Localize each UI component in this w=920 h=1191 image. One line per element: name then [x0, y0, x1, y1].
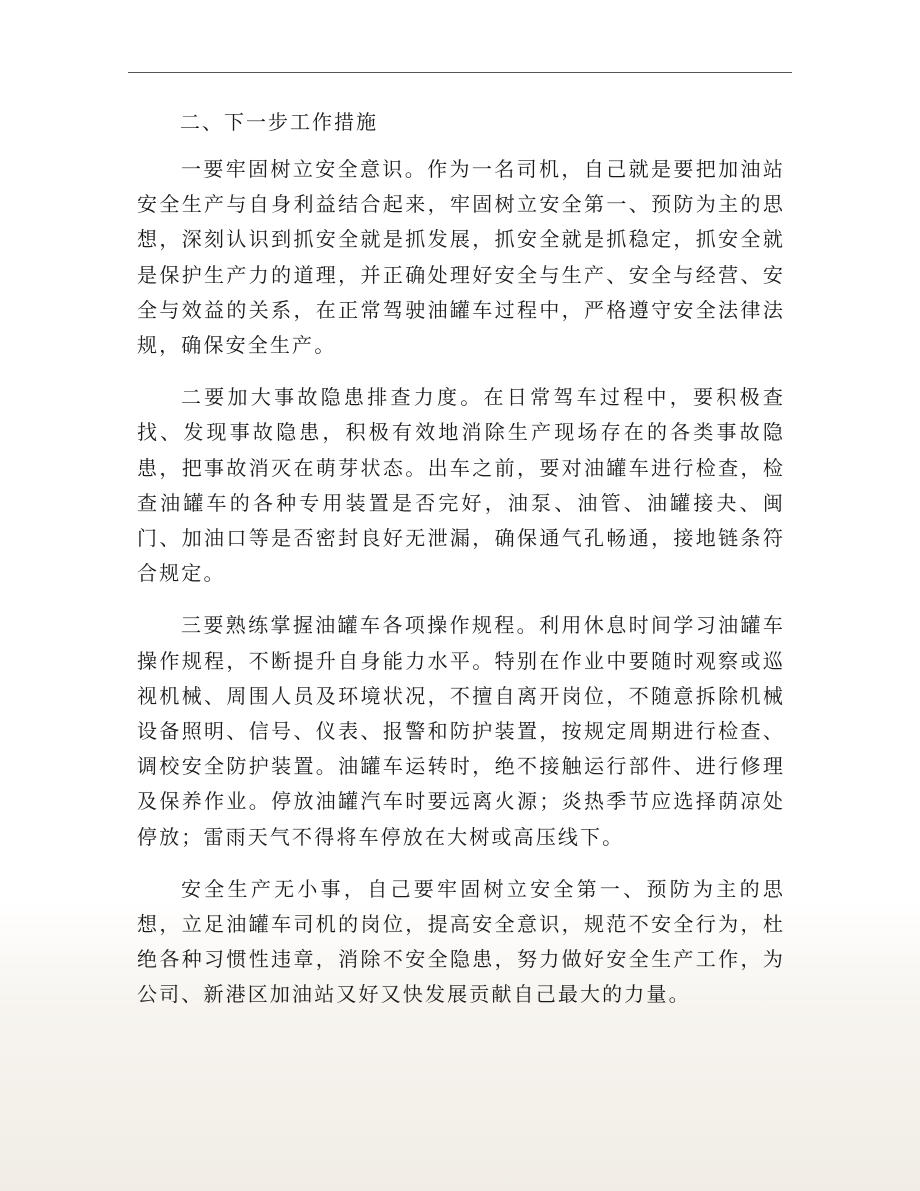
paragraph-4: 安全生产无小事，自己要牢固树立安全第一、预防为主的思想，立足油罐车司机的岗位，提高安全意识，规范不安全行为，杜绝各种习惯性违章，消除不安全隐患，努力做好安全生产工作，为公司、新港区加油站又好又快发展贡献自己最大的力量。	[137, 876, 785, 1007]
section-heading: 二、下一步工作措施	[180, 110, 378, 134]
header-rule	[128, 72, 792, 73]
paragraph-1: 一要牢固树立安全意识。作为一名司机，自己就是要把加油站安全生产与自身利益结合起来，牢固树立安全第一、预防为主的思想，深刻认识到抓安全就是抓发展，抓安全就是抓稳定，抓安全就是保护生产力的道理，并正确处理好安全与生产、安全与经营、安全与效益的关系，在正常驾驶油罐车过程中，严格遵守安全法律法规，确保安全生产。	[137, 157, 785, 358]
paragraph-3: 三要熟练掌握油罐车各项操作规程。利用休息时间学习油罐车操作规程，不断提升自身能力水平。特别在作业中要随时观察或巡视机械、周围人员及环境状况，不擅自离开岗位，不随意拆除机械设备照明、信号、仪表、报警和防护装置，按规定周期进行检查、调校安全防护装置。油罐车运转时，绝不接触运行部件、进行修理及保养作业。停放油罐汽车时要远离火源；炎热季节应选择荫凉处停放；雷雨天气不得将车停放在大树或高压线下。	[137, 613, 785, 849]
document-body	[137, 100, 785, 1030]
paragraph-2: 二要加大事故隐患排查力度。在日常驾车过程中，要积极查找、发现事故隐患，积极有效地消除生产现场存在的各类事故隐患，把事故消灭在萌芽状态。出车之前，要对油罐车进行检查，检查油罐车的各种专用装置是否完好，油泵、油管、油罐接夬、闽门、加油口等是否密封良好无泄漏，确保通气孔畅通，接地链条符合规定。	[137, 385, 785, 586]
